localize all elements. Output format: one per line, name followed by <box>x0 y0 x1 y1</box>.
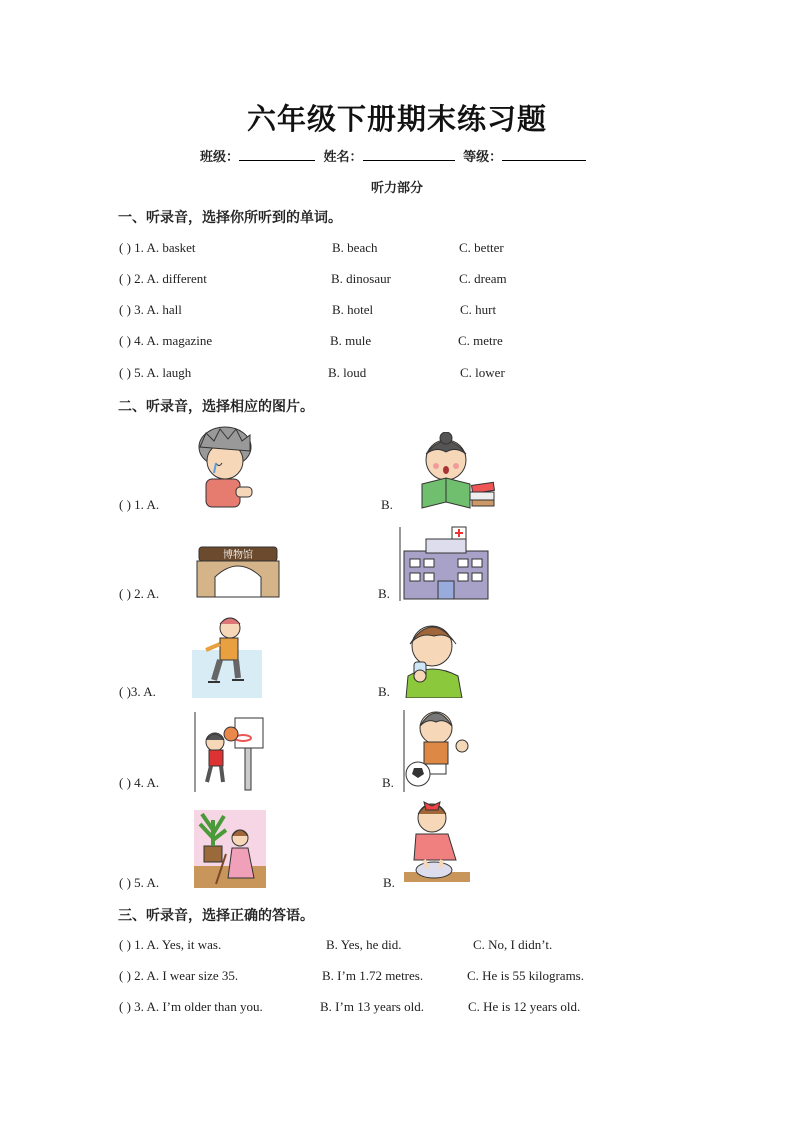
s1-row3-b: B. hotel <box>332 302 374 317</box>
s3-row1-b: B. Yes, he did. <box>326 937 402 952</box>
name-field[interactable] <box>363 148 455 161</box>
s1-row5-c: C. lower <box>460 365 505 380</box>
class-label: 班级： <box>200 150 240 165</box>
s1-row1-c: C. better <box>459 240 504 255</box>
s2-row2-b: B. <box>378 586 390 601</box>
s1-row4-c: C. metre <box>458 333 503 348</box>
s1-row1-a: ( ) 1. A. basket <box>119 240 196 255</box>
museum-sign-text: 博物馆 <box>223 550 253 561</box>
s2-row2-a: ( ) 2. A. <box>119 586 160 601</box>
section3-heading: 三、听录音，选择正确的答语。 <box>118 908 314 924</box>
part-title: 听力部分 <box>370 181 423 196</box>
s2-row1-b: B. <box>381 497 393 512</box>
girl-washing-picture <box>404 796 470 888</box>
s3-row2-a: ( ) 2. A. I wear size 35. <box>119 968 239 983</box>
section2-heading: 二、听录音，选择相应的图片。 <box>118 399 314 415</box>
s3-row1-a: ( ) 1. A. Yes, it was. <box>119 937 222 952</box>
s3-row3-c: C. He is 12 years old. <box>468 999 581 1014</box>
s3-row3-a: ( ) 3. A. I’m older than you. <box>119 999 263 1014</box>
s3-row2-b: B. I’m 1.72 metres. <box>322 968 424 983</box>
s3-row3-b: B. I’m 13 years old. <box>320 999 424 1014</box>
name-label: 姓名： <box>323 150 363 165</box>
grade-label: 等级： <box>463 150 503 165</box>
basketball-picture <box>193 712 267 792</box>
s2-row4-a: ( ) 4. A. <box>119 775 160 790</box>
s1-row1-b: B. beach <box>332 240 378 255</box>
s2-row3-a: ( )3. A. <box>119 684 156 699</box>
s1-row4-b: B. mule <box>330 333 372 348</box>
s3-row1-c: C. No, I didn’t. <box>473 937 553 952</box>
s1-row2-c: C. dream <box>459 271 507 286</box>
page-title: 六年级下册期末练习题 <box>246 102 547 136</box>
s1-row4-a: ( ) 4. A. magazine <box>119 333 213 348</box>
class-field[interactable] <box>239 148 315 161</box>
crying-boy-picture <box>192 425 258 511</box>
s2-row1-a: ( ) 1. A. <box>119 497 160 512</box>
info-line <box>200 146 586 165</box>
s1-row2-b: B. dinosaur <box>331 271 391 286</box>
museum-picture <box>195 541 281 599</box>
s2-row5-a: ( ) 5. A. <box>119 875 160 890</box>
s1-row2-a: ( ) 2. A. different <box>119 271 207 286</box>
s1-row3-c: C. hurt <box>460 302 497 317</box>
s1-row5-b: B. loud <box>328 365 367 380</box>
s2-row4-b: B. <box>382 775 394 790</box>
football-boy-picture <box>402 710 472 792</box>
s1-row5-a: ( ) 5. A. laugh <box>119 365 192 380</box>
s2-row5-b: B. <box>383 875 395 890</box>
s2-row3-b: B. <box>378 684 390 699</box>
girl-reading-picture <box>412 432 498 512</box>
grade-field[interactable] <box>502 148 586 161</box>
s1-row3-a: ( ) 3. A. hall <box>119 302 182 317</box>
hospital-picture <box>398 525 490 601</box>
section1-heading: 一、听录音，选择你所听到的单词。 <box>118 210 342 226</box>
skating-picture <box>192 616 262 698</box>
boy-drinking-picture <box>398 622 466 698</box>
girl-sweeping-picture <box>194 810 266 888</box>
s3-row2-c: C. He is 55 kilograms. <box>467 968 584 983</box>
